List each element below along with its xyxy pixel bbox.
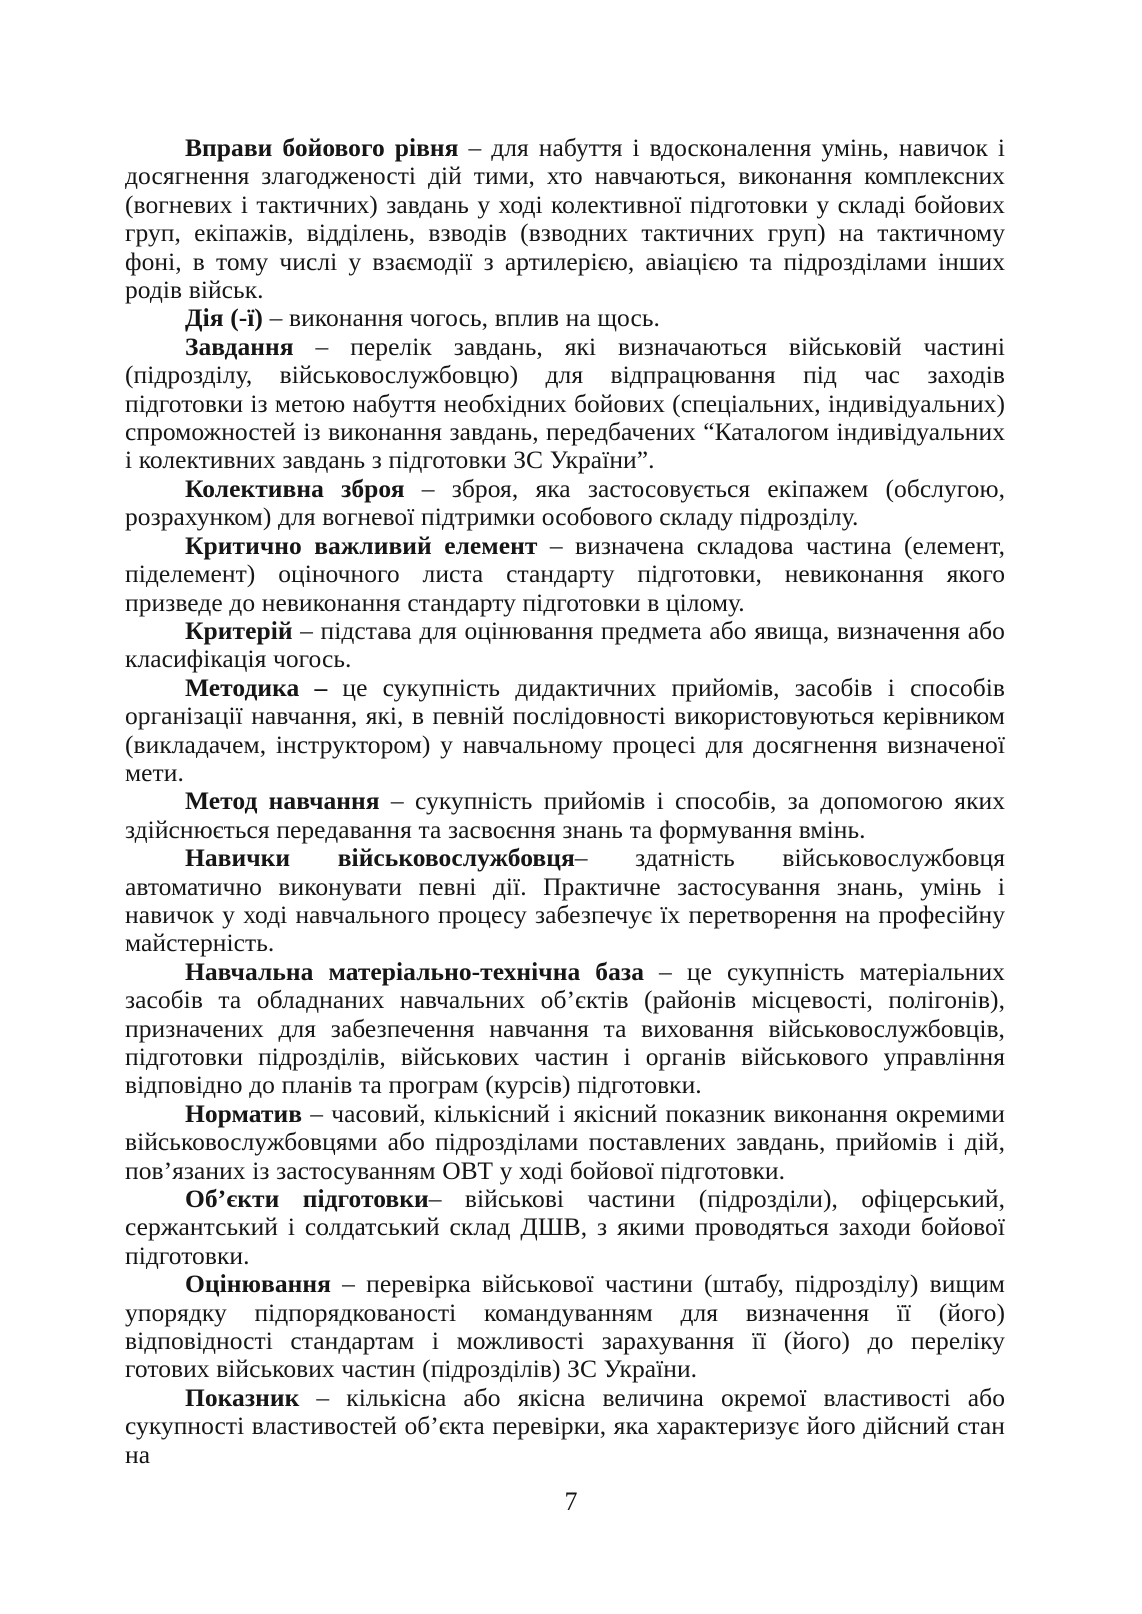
term-body: – для набуття і вдосконалення умінь, навичок і досягнення злагодженості дій тими, хто навчаються, виконання комплексних (вогневих і тактичних) завдань у ході колективної підготовки у складі бойових груп, екіпажів, відділень, взводів (взводних тактичних груп) на тактичному фоні, в тому числі у взаємодії з артилерією, авіацією та підрозділами інших родів військ. <box>125 133 1005 305</box>
term-label: Критично важливий елемент <box>185 530 538 560</box>
paragraph-diya <box>125 304 1005 332</box>
term-label: Норматив <box>185 1098 303 1128</box>
term-label: Методика – <box>185 672 328 702</box>
paragraph-kolektyvna-zbroya <box>125 475 1005 532</box>
term-label: Навички військовослужбовця <box>185 843 575 873</box>
term-body: – кількісна або якісна величина окремої властивості або сукупності властивостей об’єкта перевірки, яка характеризує його дійсний стан на <box>125 1382 1005 1469</box>
term-label: Критерій <box>185 615 293 645</box>
paragraph-normatyv <box>125 1100 1005 1185</box>
paragraph-krytychno-vazhlyvyy-element <box>125 532 1005 617</box>
term-body: – військові частини (підрозділи), офіцерський, сержантський і солдатський склад ДШВ, з якими проводяться заходи бойової підготовки. <box>125 1184 1005 1270</box>
term-body: – часовий, кількісний і якісний показник виконання окремими військовослужбовцями або підрозділами поставлених завдань, прийомів і дій, пов’язаних із застосуванням ОВТ у ході бойової підготовки. <box>125 1098 1005 1185</box>
term-label: Вправи бойового рівня <box>185 133 459 162</box>
term-label: Метод навчання <box>185 786 380 816</box>
term-body: – виконання чогось, вплив на щось. <box>262 303 660 333</box>
paragraph-navchalna-materialno-tekhnichna-baza <box>125 958 1005 1100</box>
term-label: Показник <box>185 1382 300 1412</box>
term-label: Об’єкти підготовки <box>185 1184 429 1214</box>
term-body: – підстава для оцінювання предмета або явища, визначення або класифікація чогось. <box>125 615 1005 674</box>
term-body: – перевірка військової частини (штабу, підрозділу) вищим упорядку підпорядкованості командуванням для визначення її (його) відповідності стандартам і можливості зарахування її (його) до переліку готових військових частин (підрозділів) ЗС України. <box>125 1269 1005 1384</box>
paragraph-metod-navchannya <box>125 787 1005 844</box>
term-label: Навчальна матеріально-технічна база <box>185 956 644 986</box>
term-body: – зброя, яка застосовується екіпажем (обслугою, розрахунком) для вогневої підтримки особового складу підрозділу. <box>125 473 1005 532</box>
term-body: це сукупність дидактичних прийомів, засобів і способів організації навчання, які, в певній послідовності використовуються керівником (викладачем, інструктором) у навчальному процесі для досягнення визначеної мети. <box>125 672 1005 787</box>
paragraph-metodyka <box>125 674 1005 788</box>
term-label: Дія (-ї) <box>185 303 263 333</box>
term-body: – визначена складова частина (елемент, піделемент) оціночного листа стандарту підготовки, невиконання якого призведе до невиконання стандарту підготовки в цілому. <box>125 530 1005 617</box>
term-body: – здатність військовослужбовця автоматично виконувати певні дії. Практичне застосування знань, умінь і навичок у ході навчального процесу забезпечує їх перетворення на професійну майстерність. <box>125 843 1005 958</box>
paragraph-pokaznyk <box>125 1384 1005 1469</box>
term-label: Оцінювання <box>185 1269 331 1299</box>
paragraph-obyekty-pidgotovky <box>125 1185 1005 1270</box>
page-number: 7 <box>564 1487 578 1516</box>
paragraph-kryteriy <box>125 617 1005 674</box>
term-body: – перелік завдань, які визначаються військовій частині (підрозділу, військовослужбовцю) для відпрацювання під час заходів підготовки із метою набуття необхідних бойових (спеціальних, індивідуальних) спроможностей із виконання завдань, передбачених “Каталогом індивідуальних і колективних завдань з підготовки ЗС України”. <box>125 331 1005 475</box>
term-body: – сукупність прийомів і способів, за допомогою яких здійснюється передавання та засвоєння знань та формування вмінь. <box>125 786 1006 844</box>
paragraph-navychky-viyskovosluzhbovtsya <box>125 844 1005 958</box>
body-text-column <box>125 134 1005 1469</box>
paragraph-vpravy-boyovogo-rivnya <box>125 134 1005 304</box>
term-body: – це сукупність матеріальних засобів та обладнаних навчальних об’єктів (районів місцевості, полігонів), призначених для забезпечення навчання та виховання військовослужбовців, підготовки підрозділів, військових частин і органів військового управління відповідно до планів та програм (курсів) підготовки. <box>125 956 1005 1100</box>
paragraph-zavdannya <box>125 333 1005 475</box>
term-label: Завдання <box>185 331 294 361</box>
term-label: Колективна зброя <box>185 473 405 503</box>
paragraph-otsinyuvannya <box>125 1270 1005 1384</box>
